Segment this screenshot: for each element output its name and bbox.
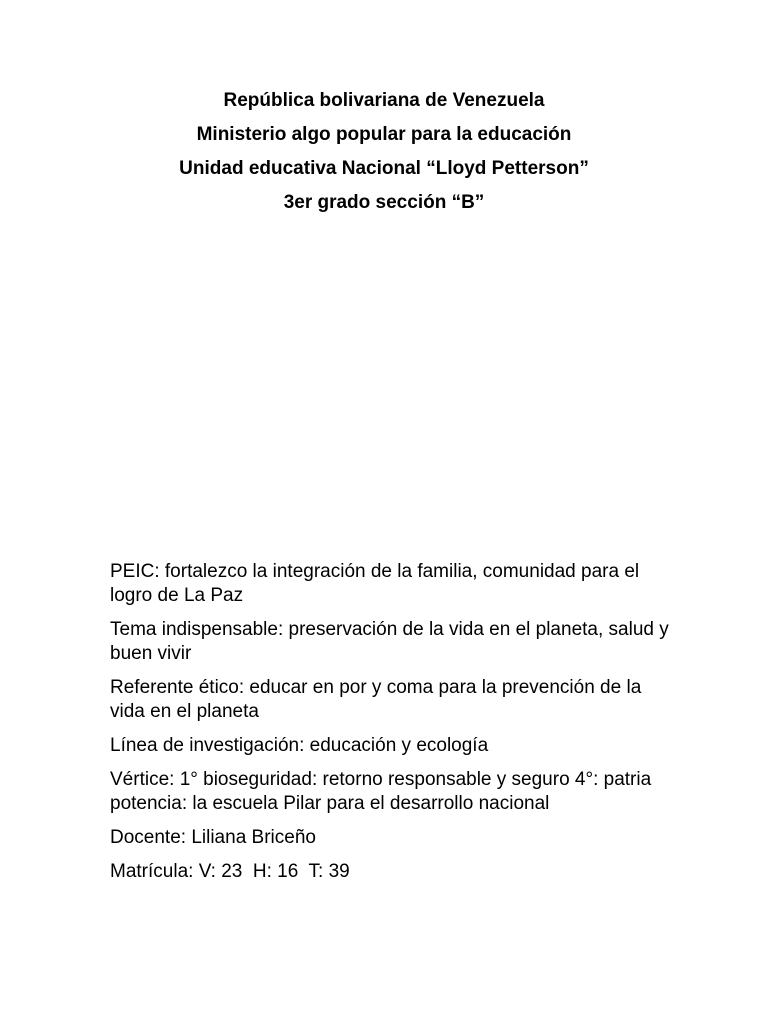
header-ministry: Ministerio algo popular para la educación (196, 124, 572, 145)
info-peic: PEIC: fortalezco la integración de la familia, comunidad para el logro de La Paz (110, 561, 640, 606)
info-docente: Docente: Liliana Briceño (110, 827, 316, 848)
info-linea: Línea de investigación: educación y ecología (110, 735, 489, 756)
info-vertice: Vértice: 1° bioseguridad: retorno responsable y seguro 4°: patria potencia: la escuela Pilar para el desarrollo nacional (110, 769, 652, 814)
info-tema: Tema indispensable: preservación de la vida en el planeta, salud y buen vivir (110, 619, 669, 664)
header-school: Unidad educativa Nacional “Lloyd Petterson” (179, 158, 589, 179)
header-grade: 3er grado sección “B” (283, 192, 485, 213)
document-info (110, 560, 670, 894)
header-country: República bolivariana de Venezuela (223, 90, 545, 111)
document-header (0, 84, 768, 220)
info-matricula: Matrícula: V: 23 H: 16 T: 39 (110, 861, 350, 882)
info-referente: Referente ético: educar en por y coma para la prevención de la vida en el planeta (110, 677, 642, 722)
